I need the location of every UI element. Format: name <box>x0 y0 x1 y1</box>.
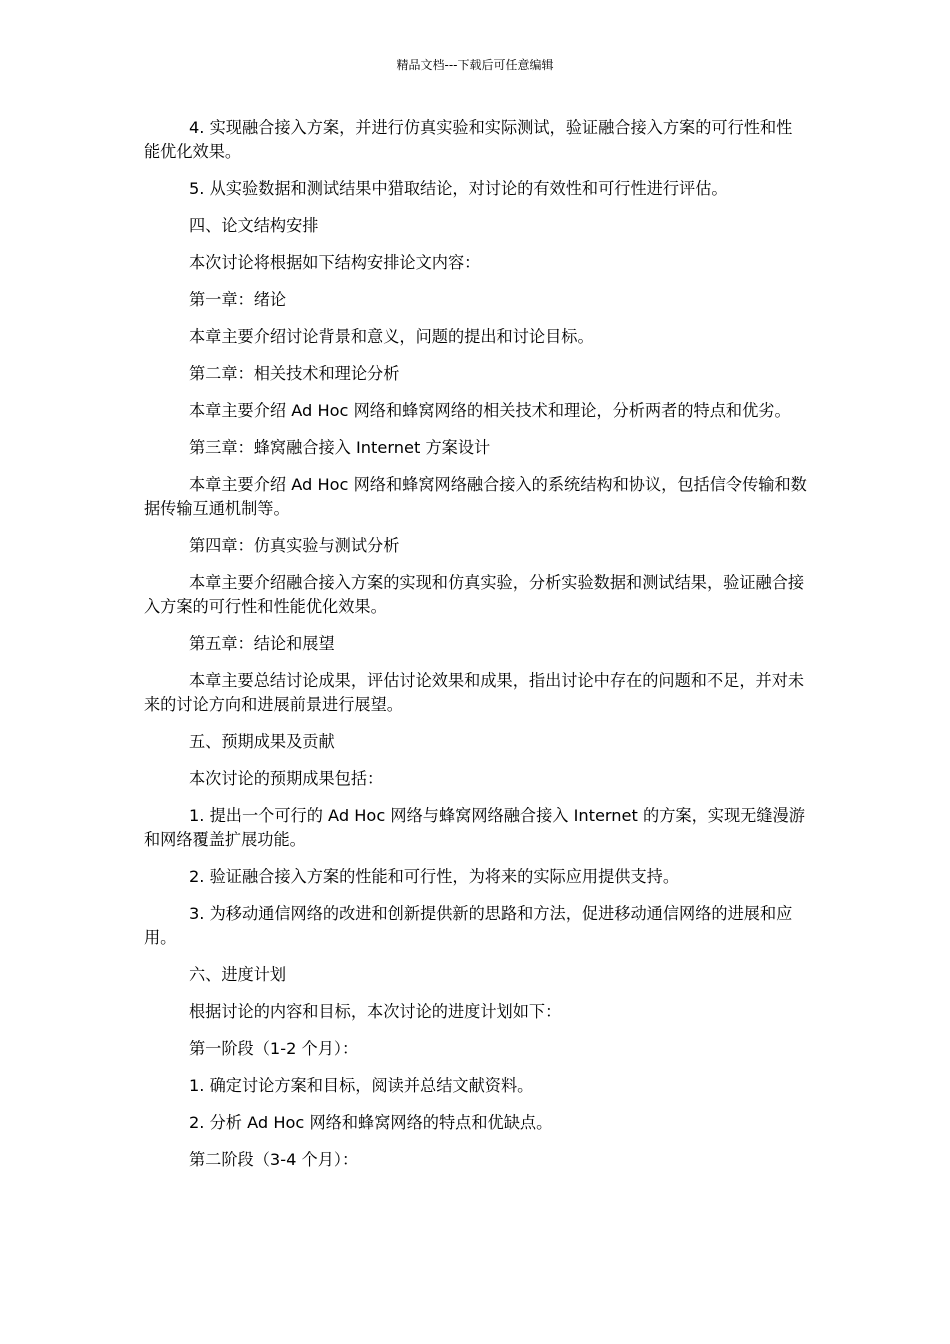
chapter-2-desc: 本章主要介绍 Ad Hoc 网络和蜂窝网络的相关技术和理论，分析两者的特点和优劣。 <box>189 401 791 420</box>
outcome-item-3: 3. 为移动通信网络的改进和创新提供新的思路和方法，促进移动通信网络的进展和应用。 <box>144 904 793 947</box>
list-item-4: 4. 实现融合接入方案，并进行仿真实验和实际测试，验证融合接入方案的可行性和性能优化效果。 <box>144 118 793 161</box>
phase-1-title: 第一阶段（1-2 个月）： <box>189 1039 359 1058</box>
chapter-4-title: 第四章：仿真实验与测试分析 <box>189 536 400 555</box>
chapter-1-desc: 本章主要介绍讨论背景和意义，问题的提出和讨论目标。 <box>189 327 594 346</box>
outcomes-intro: 本次讨论的预期成果包括： <box>189 769 384 788</box>
chapter-5-title: 第五章：结论和展望 <box>189 634 335 653</box>
chapter-1-title: 第一章：绪论 <box>189 290 287 309</box>
phase-1-item-2: 2. 分析 Ad Hoc 网络和蜂窝网络的特点和优缺点。 <box>189 1113 553 1132</box>
chapter-2-title: 第二章：相关技术和理论分析 <box>189 364 400 383</box>
chapter-3-desc: 本章主要介绍 Ad Hoc 网络和蜂窝网络融合接入的系统结构和协议，包括信令传输和数据传输互通机制等。 <box>144 475 807 518</box>
outcome-item-1: 1. 提出一个可行的 Ad Hoc 网络与蜂窝网络融合接入 Internet 的方案，实现无缝漫游和网络覆盖扩展功能。 <box>144 806 805 849</box>
document-body <box>144 116 808 1185</box>
phase-1-item-1: 1. 确定讨论方案和目标，阅读并总结文献资料。 <box>189 1076 534 1095</box>
section-heading-structure: 四、论文结构安排 <box>189 216 319 235</box>
outcome-item-2: 2. 验证融合接入方案的性能和可行性，为将来的实际应用提供支持。 <box>189 867 680 886</box>
section-heading-schedule: 六、进度计划 <box>189 965 287 984</box>
list-item-5: 5. 从实验数据和测试结果中猎取结论，对讨论的有效性和可行性进行评估。 <box>189 179 728 198</box>
schedule-intro: 根据讨论的内容和目标，本次讨论的进度计划如下： <box>189 1002 562 1021</box>
chapter-4-desc: 本章主要介绍融合接入方案的实现和仿真实验，分析实验数据和测试结果，验证融合接入方案的可行性和性能优化效果。 <box>144 573 805 616</box>
section-heading-outcomes: 五、预期成果及贡献 <box>189 732 335 751</box>
chapter-3-title: 第三章：蜂窝融合接入 Internet 方案设计 <box>189 438 491 457</box>
structure-intro: 本次讨论将根据如下结构安排论文内容： <box>189 253 481 272</box>
phase-2-title: 第二阶段（3-4 个月）： <box>189 1150 359 1169</box>
page-header: 精品文档---下载后可任意编辑 <box>396 58 554 72</box>
chapter-5-desc: 本章主要总结讨论成果，评估讨论效果和成果，指出讨论中存在的问题和不足，并对未来的讨论方向和进展前景进行展望。 <box>144 671 805 714</box>
